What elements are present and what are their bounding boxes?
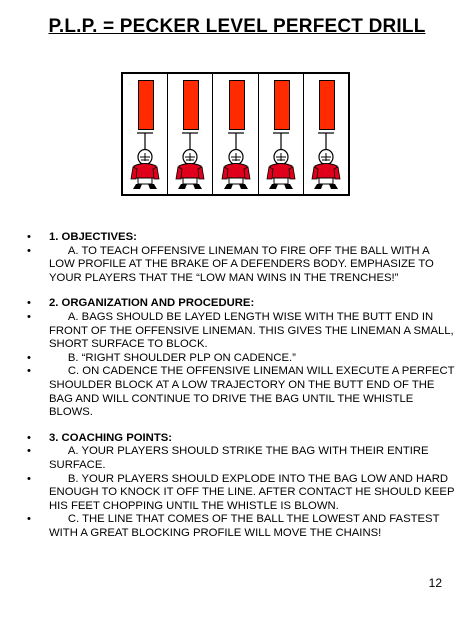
bullet: • xyxy=(27,244,31,257)
page-number: 12 xyxy=(428,576,442,590)
item-text: A. TO TEACH OFFENSIVE LINEMAN TO FIRE OFF THE BALL WITH A LOW PROFILE AT THE BRAKE OF A DEFENDERS BODY. EMPHASIZE TO YOUR PLAYERS THAT THE “LOW MAN WINS IN THE TRENCHES!” xyxy=(49,244,434,284)
bullet: • xyxy=(27,310,31,323)
page-title: P.L.P. = PECKER LEVEL PERFECT DRILL xyxy=(48,16,426,37)
bullet: • xyxy=(27,513,31,526)
blocking-bag xyxy=(138,80,154,130)
lane-3 xyxy=(212,74,257,194)
section-heading: 3. COACHING POINTS: xyxy=(49,431,173,444)
item-text: A. YOUR PLAYERS SHOULD STRIKE THE BAG WITH THEIR ENTIRE SURFACE. xyxy=(49,445,429,471)
football-lineman-icon xyxy=(175,148,205,190)
section-heading: 2. ORGANIZATION AND PROCEDURE: xyxy=(49,297,255,310)
section-heading-coaching-points xyxy=(27,432,457,446)
item-text: A. BAGS SHOULD BE LAYED LENGTH WISE WITH THE BUTT END IN FRONT OF THE OFFENSIVE LINEMAN. THIS GIVES THE LINEMAN A SMALL, SHORT SURFACE TO BLOCK. xyxy=(49,310,454,351)
bullet: • xyxy=(27,431,31,444)
football-lineman-icon xyxy=(311,148,341,190)
bullet: • xyxy=(27,472,31,485)
list-item xyxy=(27,513,457,540)
section-heading: 1. OBJECTIVES: xyxy=(49,231,137,243)
football-lineman-icon xyxy=(130,148,160,190)
lane-2 xyxy=(167,74,212,194)
blocking-bag xyxy=(229,80,245,130)
football-lineman-icon xyxy=(221,148,251,190)
blocking-bag xyxy=(274,80,290,130)
item-text: B. YOUR PLAYERS SHOULD EXPLODE INTO THE BAG LOW AND HARD ENOUGH TO KNOCK IT OFF THE LINE. AFTER CONTACT HE SHOULD KEEP HIS FEET CHOPPING UNTIL THE WHISTLE IS BLOWN. xyxy=(49,472,455,512)
section-heading-objectives xyxy=(27,231,457,245)
football-lineman-icon xyxy=(266,148,296,190)
bullet: • xyxy=(27,445,31,458)
list-item xyxy=(27,352,457,366)
list-item xyxy=(27,311,457,352)
item-text: B. “RIGHT SHOULDER PLP ON CADENCE.” xyxy=(67,351,296,364)
section-heading-organization xyxy=(27,297,457,311)
lane-4 xyxy=(258,74,303,194)
list-item xyxy=(27,245,457,286)
list-item xyxy=(27,445,457,472)
lane-1 xyxy=(123,74,167,194)
drill-outline xyxy=(27,231,457,540)
item-text: C. THE LINE THAT COMES OF THE BALL THE LOWEST AND FASTEST WITH A GREAT BLOCKING PROFILE WILL MOVE THE CHAINS! xyxy=(49,513,440,539)
bullet: • xyxy=(27,351,31,364)
list-item xyxy=(27,365,457,419)
lane-5 xyxy=(303,74,348,194)
bullet: • xyxy=(27,365,31,378)
bullet: • xyxy=(27,231,31,243)
drill-diagram xyxy=(121,72,350,196)
blocking-bag xyxy=(319,80,335,130)
bullet: • xyxy=(27,297,31,310)
list-item xyxy=(27,473,457,514)
item-text: C. ON CADENCE THE OFFENSIVE LINEMAN WILL EXECUTE A PERFECT SHOULDER BLOCK AT A LOW TRAJECTORY ON THE BUTT END OF THE BAG AND WILL CONTINUE TO DRIVE THE BAG UNTIL THE WHISTLE BLOWS. xyxy=(49,365,455,419)
blocking-bag xyxy=(183,80,199,130)
